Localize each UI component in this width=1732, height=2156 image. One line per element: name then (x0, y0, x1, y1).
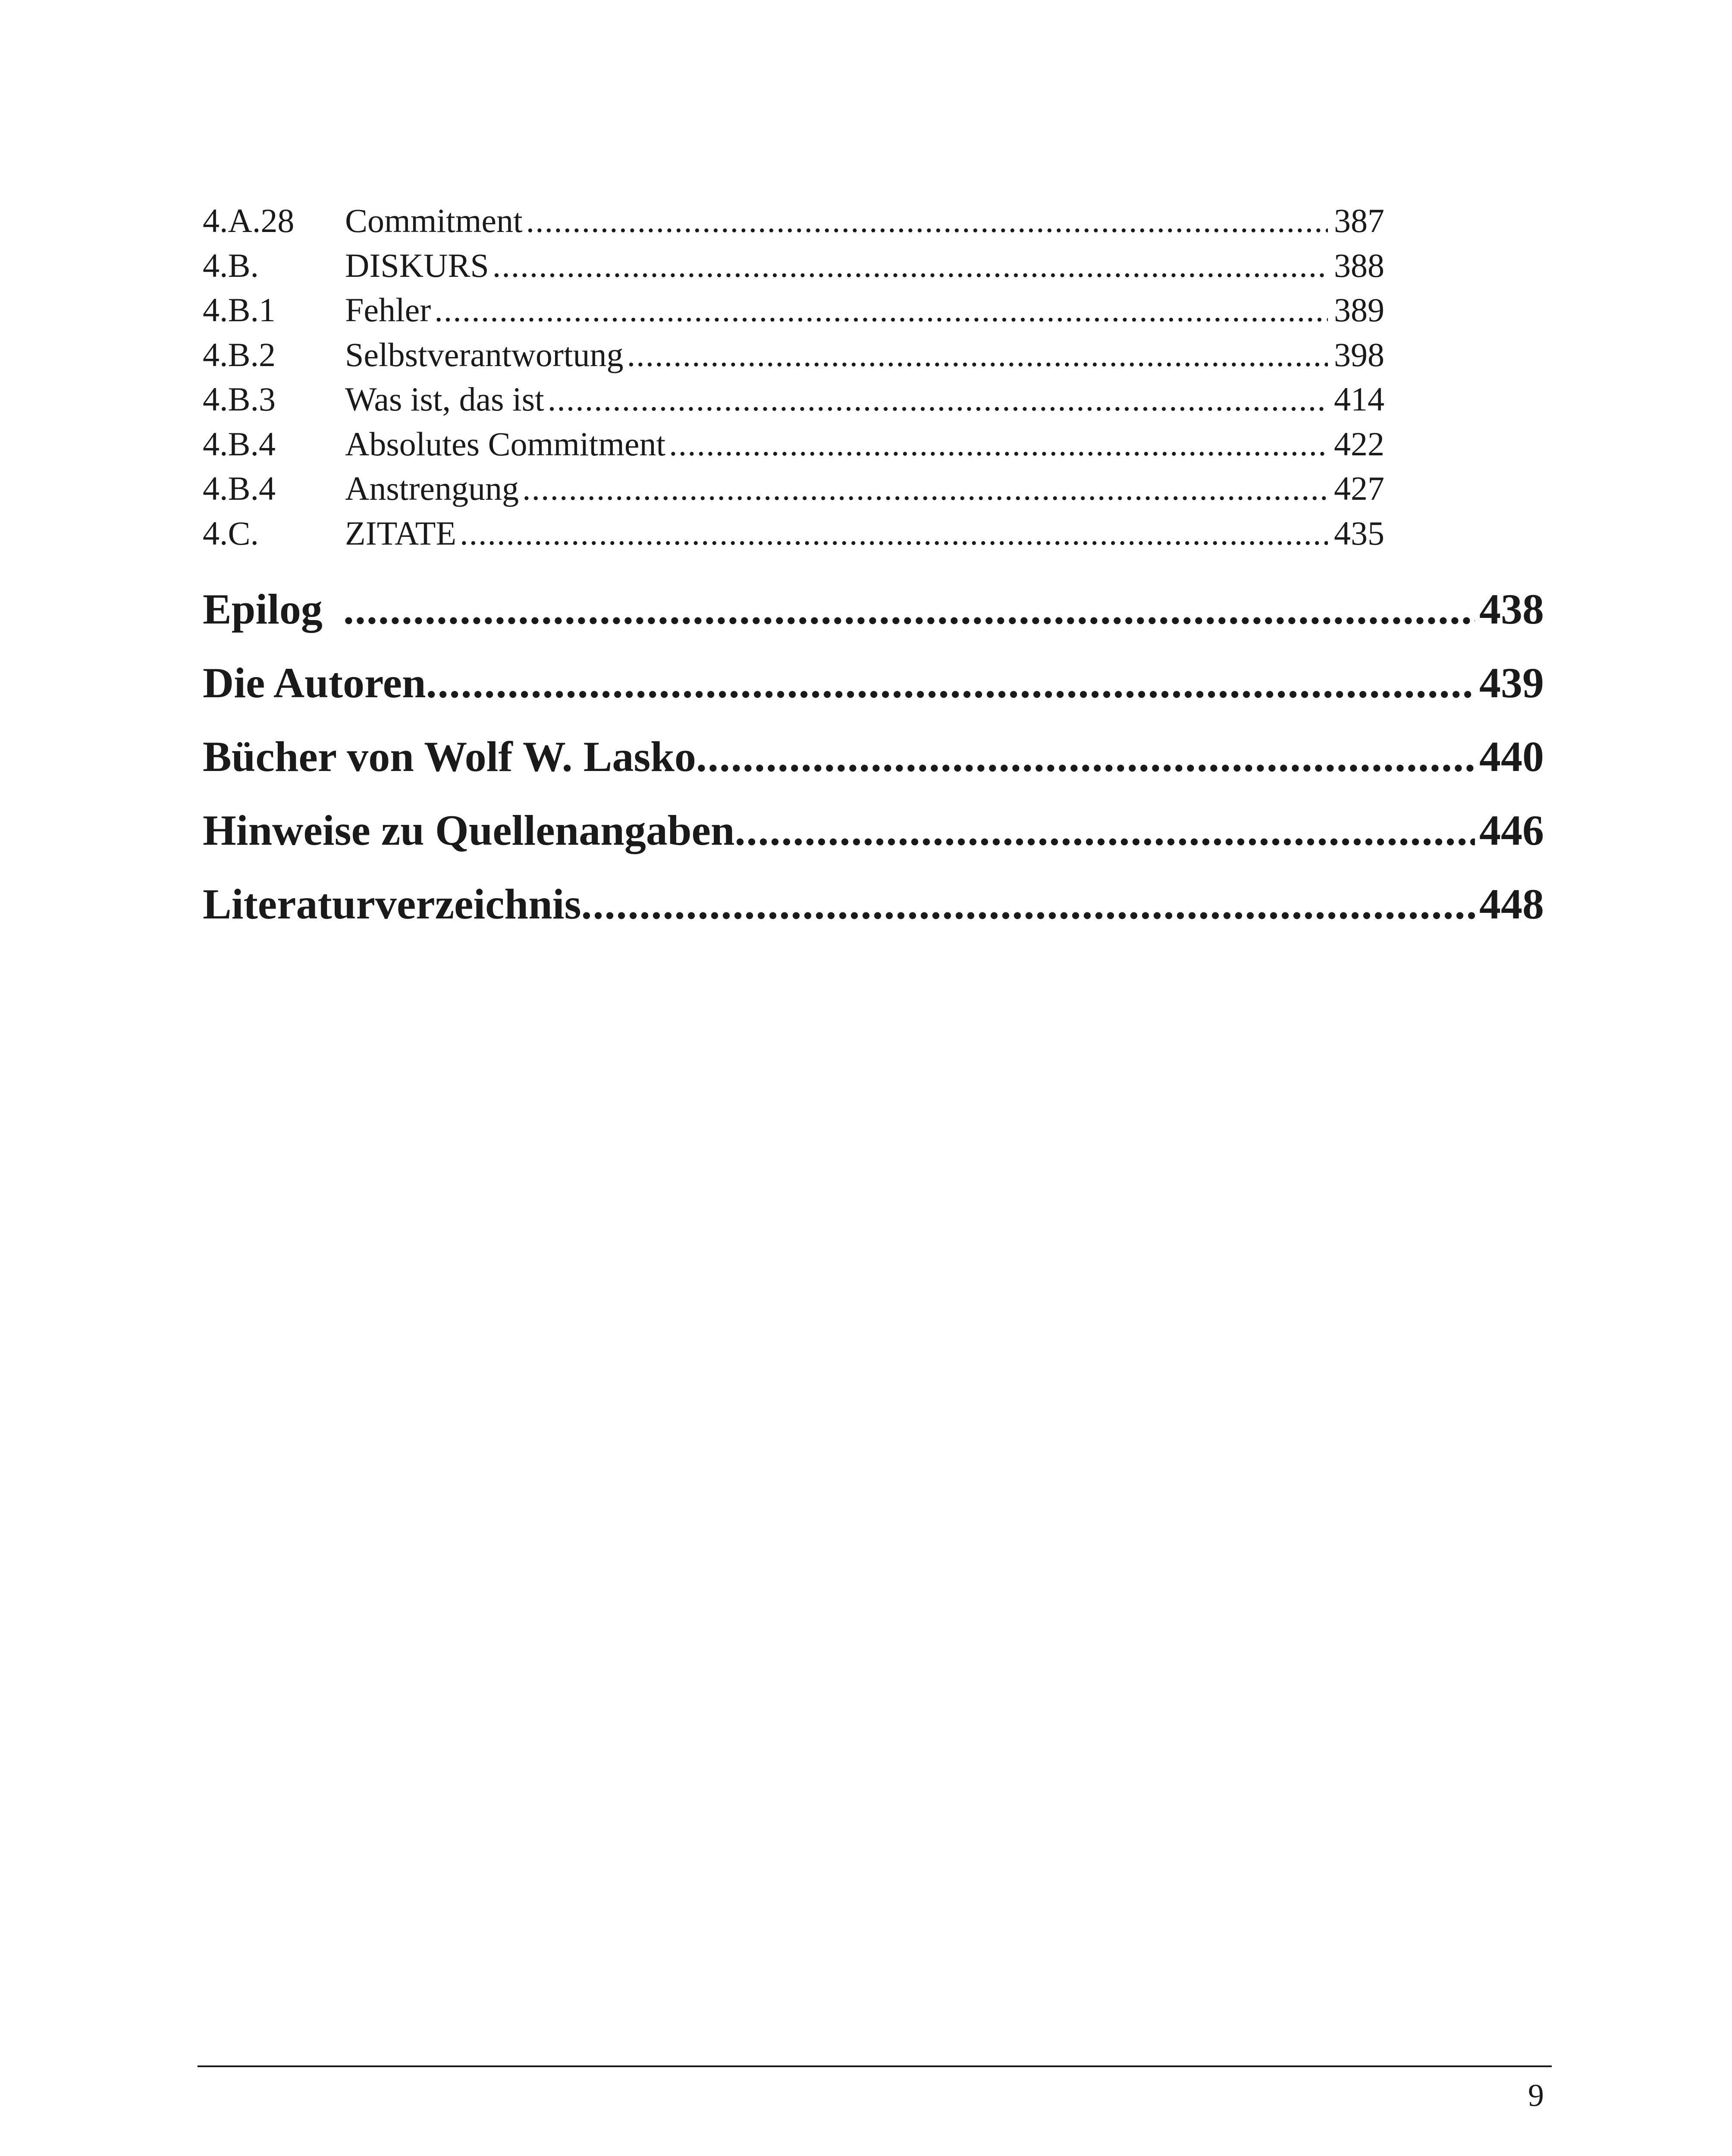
toc-entry (203, 466, 1384, 511)
dot-leader (734, 793, 1475, 867)
toc-entry-number: 4.B. (203, 246, 259, 284)
toc-entry (203, 422, 1384, 467)
dot-leader (627, 332, 1328, 377)
toc-entry-page: 427 (1334, 470, 1384, 507)
toc-chapter-entry (203, 793, 1544, 867)
toc-chapter-page: 448 (1479, 880, 1544, 928)
dot-leader (343, 572, 1475, 646)
toc-entry (203, 511, 1384, 556)
toc-entry-title: Was ist, das ist (345, 380, 544, 418)
toc-entry-title: DISKURS (345, 246, 489, 284)
toc-entry-number: 4.B.4 (203, 425, 276, 463)
dot-leader (581, 867, 1475, 941)
toc-chapter-page: 438 (1479, 585, 1544, 633)
toc-entry-title: Absolutes Commitment (345, 425, 666, 463)
toc-chapter-page: 446 (1479, 806, 1544, 854)
toc-entry-page: 422 (1334, 425, 1384, 463)
toc-entry-number: 4.B.3 (203, 380, 276, 418)
dot-leader (548, 377, 1328, 422)
toc-entry-title: ZITATE (345, 514, 456, 552)
dot-leader (493, 243, 1328, 288)
toc-entry (203, 288, 1384, 332)
toc-chapter-entry (203, 720, 1544, 793)
toc-chapter-page: 440 (1479, 733, 1544, 780)
dot-leader (434, 288, 1328, 332)
toc-entry-page: 398 (1334, 335, 1384, 373)
toc-chapter-title: Die Autoren (203, 659, 426, 707)
toc-sub-entries (203, 198, 1384, 555)
footer-rule (198, 2065, 1552, 2067)
toc-chapter-title: Literaturverzeichnis (203, 880, 581, 928)
toc-entry-number: 4.C. (203, 514, 259, 552)
toc-chapter-entry (203, 646, 1544, 720)
toc-entry-title: Fehler (345, 291, 431, 329)
toc-entry-page: 387 (1334, 202, 1384, 239)
toc-entry (203, 377, 1384, 422)
toc-chapter-title: Epilog (203, 585, 323, 633)
page-number: 9 (1528, 2078, 1544, 2113)
toc-entry-page: 388 (1334, 246, 1384, 284)
dot-leader (696, 720, 1475, 793)
toc-entry-page: 389 (1334, 291, 1384, 329)
toc-main-entries (203, 572, 1544, 941)
toc-entry-number: 4.B.1 (203, 291, 276, 329)
toc-entry-number: 4.B.4 (203, 470, 276, 507)
toc-chapter-entry (203, 572, 1544, 646)
toc-entry-page: 414 (1334, 380, 1384, 418)
dot-leader (460, 511, 1328, 556)
toc-entry-number: 4.A.28 (203, 202, 295, 239)
toc-chapter-title: Bücher von Wolf W. Lasko (203, 733, 696, 780)
toc-entry-title: Anstrengung (345, 470, 519, 507)
toc-chapter-title: Hinweise zu Quellenangaben (203, 806, 735, 854)
toc-entry-title: Commitment (345, 202, 523, 239)
toc-chapter-page: 439 (1479, 659, 1544, 707)
toc-entry (203, 332, 1384, 377)
toc-entry (203, 243, 1384, 288)
toc-entry-title: Selbstverantwortung (345, 335, 624, 373)
toc-entry-page: 435 (1334, 514, 1384, 552)
dot-leader (426, 646, 1475, 720)
toc-entry (203, 198, 1384, 243)
dot-leader (669, 422, 1328, 467)
toc-entry-number: 4.B.2 (203, 335, 276, 373)
toc-chapter-entry (203, 867, 1544, 941)
dot-leader (522, 466, 1328, 511)
dot-leader (526, 198, 1328, 243)
